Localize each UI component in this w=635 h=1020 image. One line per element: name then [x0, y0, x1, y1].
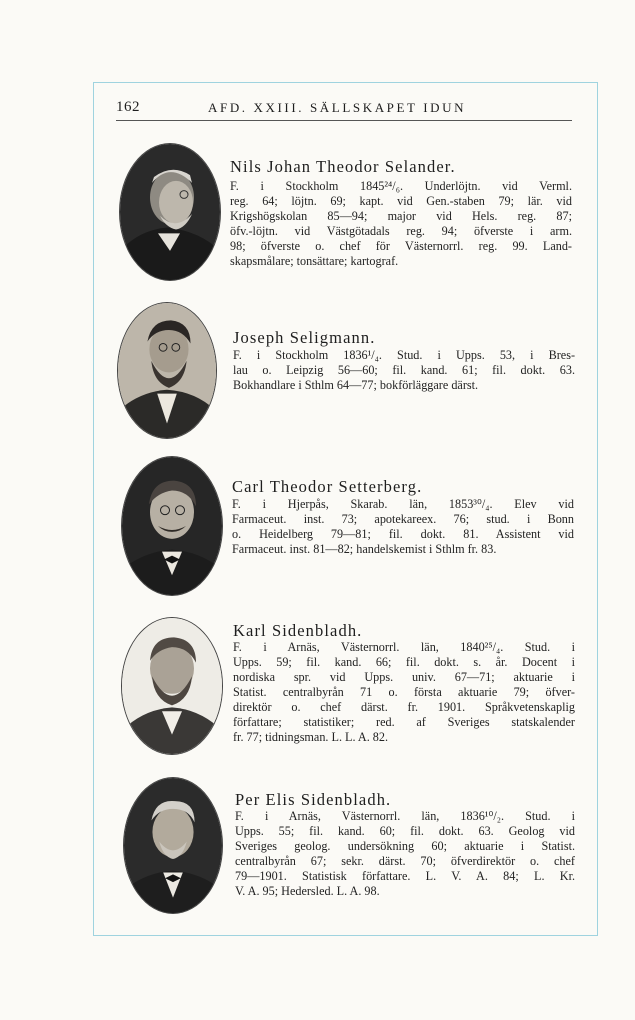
bio-line: F. i Stockholm 1836¹/₄. Stud. i Upps. 53, i Bres- [233, 348, 575, 362]
biography-entry [116, 777, 580, 917]
portrait-seligmann [117, 302, 217, 439]
bio-line: Sveriges geolog. undersökning 60; aktuarie i Statist. [235, 839, 575, 853]
bio-line: 98; öfverste o. chef för Västernorrl. reg. 99. Land- [230, 239, 572, 253]
bio-line: V. A. 95; Hedersled. L. A. 98. [235, 884, 380, 898]
biography-entry [116, 302, 580, 440]
bio-line: F. i Stockholm 1845²⁴/₆. Underlöjtn. vid Verml. [230, 179, 572, 193]
bio-line: Bokhandlare i Sthlm 64—77; bokförläggare därst. [233, 378, 479, 392]
bio-line: Farmaceut. inst. 73; apotekareex. 76; stud. i Bonn [232, 512, 574, 526]
entry-name: Per Elis Sidenbladh. [235, 790, 392, 809]
entry-bio [233, 348, 575, 393]
bio-line: nordiska spr. vid Upps. univ. 67—71; aktuarie i [233, 670, 575, 684]
bio-line: F. i Hjerpås, Skarab. län, 1853³⁰/₄. Elev vid [232, 497, 574, 511]
bio-line: 79—1901. Statistisk författare. L. V. A. 84; L. Kr. [235, 869, 575, 883]
portrait-karl-sidenbladh [121, 617, 223, 755]
portrait-per-elis-sidenbladh [123, 777, 223, 914]
bio-line: Upps. 55; fil. kand. 60; fil. dokt. 63. Geolog vid [235, 824, 575, 838]
bio-line: fr. 77; tidningsman. L. L. A. 82. [233, 730, 389, 744]
entry-name: Karl Sidenbladh. [233, 621, 363, 640]
bio-line: centralbyrån 67; sekr. därst. 70; öfverdirektör o. chef [235, 854, 575, 868]
bio-line: Statist. centralbyrån 71 o. första aktuarie 79; öfver- [233, 685, 575, 699]
biography-entry [116, 143, 580, 283]
portrait-selander [119, 143, 221, 281]
bio-line: författare; statistiker; red. af Sveriges statskalender [233, 715, 575, 729]
bio-line: skapsmålare; tonsättare; kartograf. [230, 254, 399, 268]
biography-entry [116, 617, 580, 757]
entry-bio [233, 640, 575, 745]
bio-line: F. i Arnäs, Västernorrl. län, 1836¹⁰/₂. Stud. i [235, 809, 575, 823]
page-header [116, 98, 572, 121]
bio-line: Upps. 59; fil. kand. 66; fil. dokt. s. år. Docent i [233, 655, 575, 669]
bio-line: lau o. Leipzig 56—60; fil. kand. 61; fil. dokt. 63. [233, 363, 575, 377]
bio-line: Krigshögskolan 85—94; major vid Hels. reg. 87; [230, 209, 572, 223]
entry-bio [235, 809, 575, 899]
bio-line: o. Heidelberg 79—81; fil. dokt. 81. Assistent vid [232, 527, 574, 541]
entry-bio [232, 497, 574, 557]
portrait-setterberg [121, 456, 223, 596]
entry-name: Carl Theodor Setterberg. [232, 477, 423, 496]
running-head: AFD. XXIII. SÄLLSKAPET IDUN [208, 100, 467, 115]
entry-name: Joseph Seligmann. [233, 328, 376, 347]
bio-line: öfv.-löjtn. vid Västgötadals reg. 94; öfverste i arm. [230, 224, 572, 238]
entry-name: Nils Johan Theodor Selander. [230, 157, 456, 176]
bio-line: reg. 64; löjtn. 69; kapt. vid Gen.-staben 79; lär. vid [230, 194, 572, 208]
bio-line: F. i Arnäs, Västernorrl. län, 1840²⁵/₄. Stud. i [233, 640, 575, 654]
bio-line: Farmaceut. inst. 81—82; handelskemist i Sthlm fr. 83. [232, 542, 497, 556]
biography-entry [116, 456, 580, 596]
bio-line: direktör o. chef därst. fr. 1901. Språkvetenskaplig [233, 700, 575, 714]
page-number: 162 [116, 99, 140, 115]
entry-bio [230, 179, 572, 269]
